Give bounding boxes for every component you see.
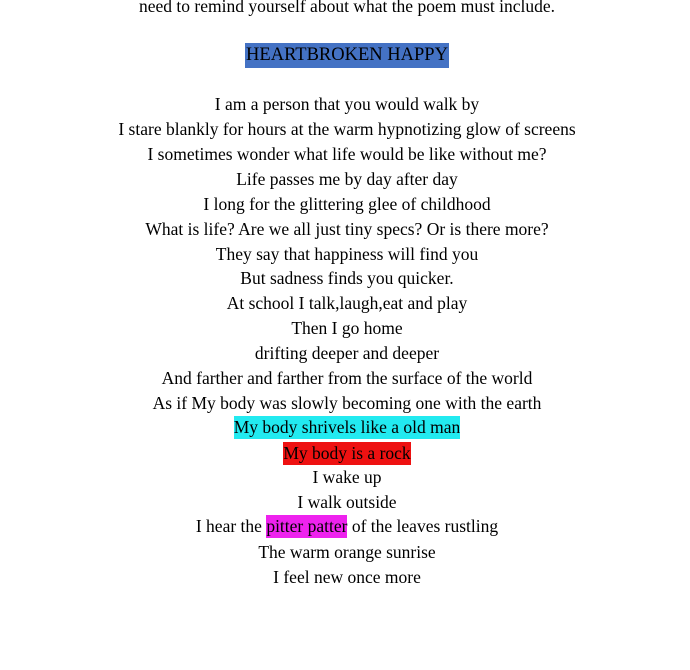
poem-line-13: As if My body was slowly becoming one with the earth <box>152 393 542 413</box>
highlighted-text-cyan: My body shrivels like a old man <box>233 417 461 437</box>
highlighted-text-red: My body is a rock <box>283 443 411 463</box>
poem-line-10: Then I go home <box>291 318 403 338</box>
highlighted-text-magenta: pitter patter <box>266 516 348 536</box>
poem-line-17: I walk outside <box>297 492 397 512</box>
poem-line-7: They say that happiness will find you <box>215 244 479 264</box>
poem-line-6: What is life? Are we all just tiny specs? Or is there more? <box>145 219 549 239</box>
poem-line-19: The warm orange sunrise <box>258 542 436 562</box>
intro-fragment: need to remind yourself about what the poem must include. <box>138 0 555 16</box>
poem-line-1: I am a person that you would walk by <box>214 94 480 114</box>
poem-line-16: I wake up <box>312 467 382 487</box>
poem-line-14 <box>0 417 690 437</box>
poem-line-4: Life passes me by day after day <box>236 169 458 189</box>
poem-line-12: And farther and farther from the surface of the world <box>161 368 533 388</box>
poem-line-9: At school I talk,laugh,eat and play <box>226 293 468 313</box>
line-18-after: of the leaves rustling <box>347 516 499 536</box>
poem-line-2: I stare blankly for hours at the warm hypnotizing glow of screens <box>118 119 576 139</box>
line-18-before: I hear the <box>195 516 267 536</box>
poem-line-8: But sadness finds you quicker. <box>240 268 454 288</box>
poem-line-18 <box>0 516 690 536</box>
poem-line-15 <box>0 443 690 463</box>
poem-title: HEARTBROKEN HAPPY <box>245 43 449 68</box>
poem-line-5: I long for the glittering glee of childhood <box>203 194 491 214</box>
poem-line-11: drifting deeper and deeper <box>254 343 440 363</box>
poem-line-3: I sometimes wonder what life would be like without me? <box>147 144 547 164</box>
poem-line-20: I feel new once more <box>273 567 421 587</box>
poem-title-line <box>0 44 690 65</box>
